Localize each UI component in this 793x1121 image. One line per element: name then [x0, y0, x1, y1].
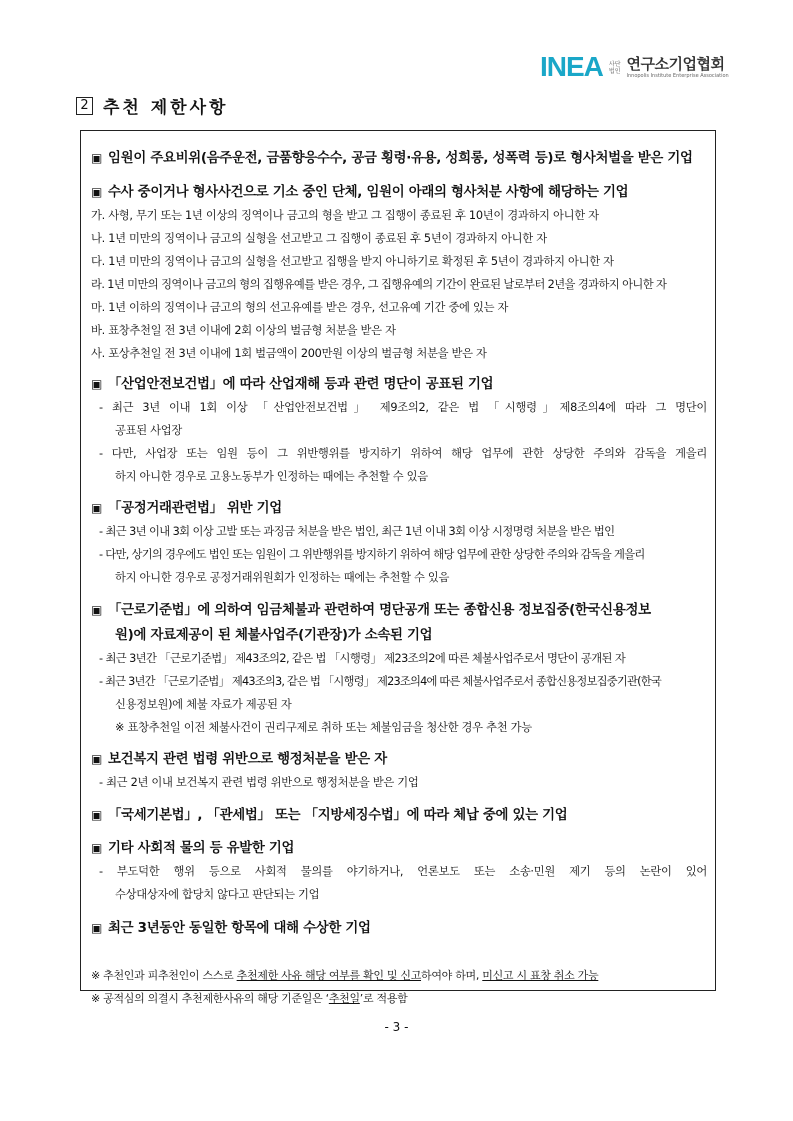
section-1-title: ▣ 임원이 주요비위(음주운전, 금품향응수수, 공금 횡령·유용, 성희롱, 성폭력 등)로 형사처벌을 받은 기업	[91, 151, 693, 166]
section-5-title-cont: 원)에 자료제공이 된 체불사업주(기관장)가 소속된 기업	[115, 628, 433, 643]
list-item: 나. 1년 미만의 징역이나 금고의 실형을 선고받고 그 집행이 종료된 후 5년이 경과하지 아니한 자	[91, 232, 547, 245]
list-item: 마. 1년 이하의 징역이나 금고의 형의 선고유예를 받은 경우, 선고유예 기간 중에 있는 자	[91, 301, 509, 314]
square-bullet-icon: ▣	[91, 377, 103, 391]
page-number: - 3 -	[384, 1020, 409, 1034]
logo-small-bottom: 법인	[608, 68, 621, 75]
list-item: 라. 1년 미만의 징역이나 금고의 형의 집행유예를 받은 경우, 그 집행유예의 기간이 완료된 날로부터 2년을 경과하지 아니한 자	[91, 278, 667, 291]
note-2: ※ 공적심의 의결시 추천제한사유의 해당 기준일은 ‘추천일’로 적용함	[91, 992, 408, 1005]
section-4-title: ▣ 「공정거래관련법」 위반 기업	[91, 501, 282, 516]
section-8-title: ▣ 기타 사회적 물의 등 유발한 기업	[91, 841, 295, 856]
logo-small-text	[609, 61, 621, 75]
list-item: 가. 사형, 무기 또는 1년 이상의 징역이나 금고의 형을 받고 그 집행이 종료된 후 10년이 경과하지 아니한 자	[91, 209, 599, 222]
square-bullet-icon: ▣	[91, 603, 103, 617]
inea-logo	[540, 50, 729, 84]
heading-number: 2	[76, 97, 93, 115]
list-item: - 부도덕한 행위 등으로 사회적 물의를 야기하거나, 언론보도 또는 소송·민원 제기 등의 논란이 있어	[99, 865, 707, 878]
section-7-title: ▣ 「국세기본법」, 「관세법」 또는 「지방세징수법」에 따라 체납 중에 있는 기업	[91, 808, 568, 823]
list-item: - 다만, 상기의 경우에도 법인 또는 임원이 그 위반행위를 방지하기 위하여 해당 업무에 관한 상당한 주의와 감독을 게을리	[99, 548, 645, 561]
logo-subtitle: Innopolis Institute Enterprise Association	[626, 73, 729, 79]
section-2-title: ▣ 수사 중이거나 형사사건으로 기소 중인 단체, 임원이 아래의 형사처분 사항에 해당하는 기업	[91, 185, 629, 200]
logo-small-top: 사단	[608, 61, 621, 68]
square-bullet-icon: ▣	[91, 185, 103, 199]
logo-mark-text: INEA	[540, 51, 603, 82]
list-item: 공표된 사업장	[115, 424, 182, 437]
list-item: 사. 포상추천일 전 3년 이내에 1회 벌금액이 200만원 이상의 벌금형 처분을 받은 자	[91, 347, 487, 360]
square-bullet-icon: ▣	[91, 841, 103, 855]
square-bullet-icon: ▣	[91, 921, 103, 935]
logo-text-block	[627, 55, 729, 79]
list-item: - 최근 2년 이내 보건복지 관련 법령 위반으로 행정처분을 받은 기업	[99, 776, 419, 789]
section-6-title: ▣ 보건복지 관련 법령 위반으로 행정처분을 받은 자	[91, 752, 387, 767]
square-bullet-icon: ▣	[91, 501, 103, 515]
list-item: - 다만, 사업장 또는 임원 등이 그 위반행위를 방지하기 위하여 해당 업무에 관한 상당한 주의와 감독을 게을리	[99, 447, 707, 460]
list-item: 수상대상자에 합당치 않다고 판단되는 기업	[115, 888, 320, 901]
heading-title: 추천 제한사항	[103, 98, 229, 118]
square-bullet-icon: ▣	[91, 808, 103, 822]
list-item: 바. 표창추천일 전 3년 이내에 2회 이상의 벌금형 처분을 받은 자	[91, 324, 396, 337]
list-item: 하지 아니한 경우로 공정거래위원회가 인정하는 때에는 추천할 수 있음	[115, 571, 450, 584]
list-item: - 최근 3년간 「근로기준법」 제43조의3, 같은 법 「시행령」 제23조의4에 따른 체불사업주로서 종합신용정보집중기관(한국	[99, 675, 661, 688]
section-5-title: ▣ 「근로기준법」에 의하여 임금체불과 관련하여 명단공개 또는 종합신용 정보집중(한국신용정보	[91, 603, 651, 618]
list-item: - 최근 3년 이내 3회 이상 고발 또는 과징금 처분을 받은 법인, 최근 1년 이내 3회 이상 시정명령 처분을 받은 법인	[99, 525, 615, 538]
note-1: ※ 추천인과 피추천인이 스스로 추천제한 사유 해당 여부를 확인 및 신고하여야 하며, 미신고 시 표창 취소 가능	[91, 969, 599, 982]
list-item: 신용정보원)에 체불 자료가 제공된 자	[115, 698, 292, 711]
list-item: 하지 아니한 경우로 고용노동부가 인정하는 때에는 추천할 수 있음	[115, 470, 428, 483]
list-item: - 최근 3년 이내 1회 이상 「산업안전보건법」 제9조의2, 같은 법 「시행령」제8조의4에 따라 그 명단이	[99, 401, 707, 414]
list-item: ※ 표창추천일 이전 체불사건이 권리구제로 취하 또는 체불임금을 청산한 경우 추천 가능	[115, 721, 532, 734]
logo-mark	[540, 53, 603, 81]
list-item: - 최근 3년간 「근로기준법」 제43조의2, 같은 법 「시행령」 제23조의2에 따른 체불사업주로서 명단이 공개된 자	[99, 652, 626, 665]
restrictions-box	[80, 130, 716, 1005]
square-bullet-icon: ▣	[91, 752, 103, 766]
section-9-title: ▣ 최근 3년동안 동일한 항목에 대해 수상한 기업	[91, 921, 371, 936]
section-3-title: ▣ 「산업안전보건법」에 따라 산업재해 등과 관련 명단이 공표된 기업	[91, 377, 494, 392]
section-heading	[76, 93, 228, 118]
square-bullet-icon: ▣	[91, 151, 103, 165]
list-item: 다. 1년 미만의 징역이나 금고의 실형을 선고받고 집행을 받지 아니하기로 확정된 후 5년이 경과하지 아니한 자	[91, 255, 614, 268]
logo-title: 연구소기업협회	[626, 55, 725, 73]
